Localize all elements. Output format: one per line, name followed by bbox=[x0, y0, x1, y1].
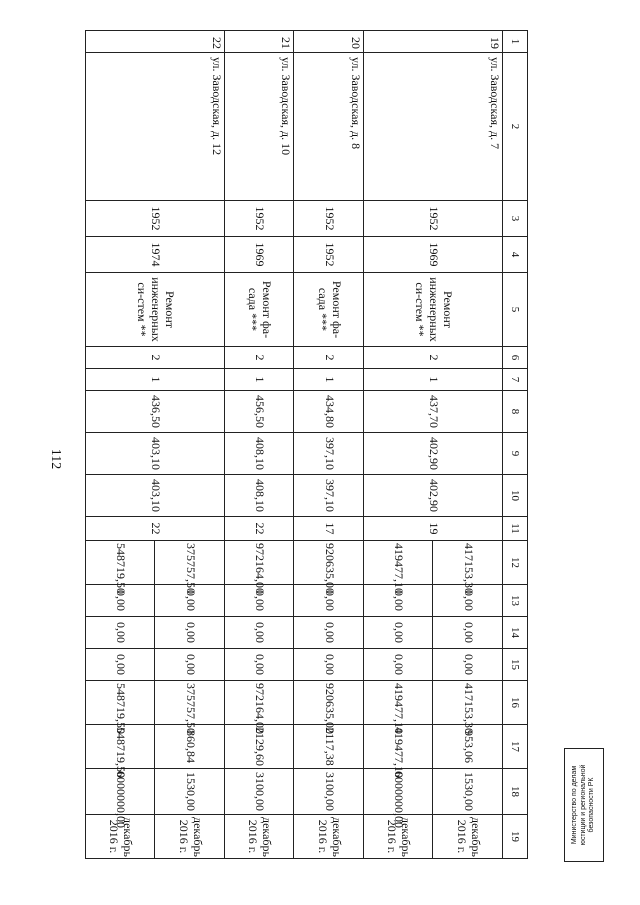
cost-total-cell: 548719,50 bbox=[86, 541, 156, 585]
area-cell: 402,90 bbox=[364, 433, 503, 475]
column-header: 13 bbox=[503, 585, 528, 617]
deadline-cell: декабрь 2016 г. bbox=[225, 815, 295, 859]
column-header: 9 bbox=[503, 433, 528, 475]
cost-cell: 0,00 bbox=[225, 617, 295, 649]
column-header: 15 bbox=[503, 649, 528, 681]
cost-cell: 0,00 bbox=[86, 649, 156, 681]
column-number-row bbox=[503, 31, 528, 859]
work-type-cell: Ремонт фа-сада *** bbox=[294, 273, 364, 347]
cost-cell: 0,00 bbox=[433, 649, 503, 681]
column-header: 14 bbox=[503, 617, 528, 649]
column-header: 8 bbox=[503, 391, 528, 433]
repair-schedule-table bbox=[85, 30, 528, 859]
unit-cost-cell: 2117,38 bbox=[294, 725, 364, 769]
max-cost-cell: 3100,00 bbox=[225, 769, 295, 815]
unit-cost-cell: 2129,60 bbox=[225, 725, 295, 769]
stamp-line: безопасности РК bbox=[588, 777, 596, 833]
row-number: 22 bbox=[86, 31, 225, 53]
unit-cost-cell: 860,84 bbox=[155, 725, 225, 769]
total-area-cell: 434,80 bbox=[294, 391, 364, 433]
cost-cell: 0,00 bbox=[364, 585, 434, 617]
cost-cell: 0,00 bbox=[364, 617, 434, 649]
deadline-cell: декабрь 2016 г. bbox=[86, 815, 156, 859]
work-type-cell: Ремонт инженерных си-стем ** bbox=[364, 273, 503, 347]
residents-cell: 19 bbox=[364, 517, 503, 541]
cost-total-cell: 972164,00 bbox=[225, 541, 295, 585]
floors-cell: 2 bbox=[86, 347, 225, 369]
cost-cell: 0,00 bbox=[155, 585, 225, 617]
cost-cell: 0,00 bbox=[86, 585, 156, 617]
column-header: 16 bbox=[503, 681, 528, 725]
unit-cost-cell: 953,06 bbox=[433, 725, 503, 769]
cost-cell: 0,00 bbox=[294, 585, 364, 617]
stamp-line: юстиции и региональной bbox=[579, 764, 587, 846]
deadline-cell: декабрь 2016 г. bbox=[294, 815, 364, 859]
address-cell: ул. Заводская, д. 7 bbox=[364, 53, 503, 201]
max-cost-cell: 6000000,00 bbox=[364, 769, 434, 815]
floors-cell: 2 bbox=[364, 347, 503, 369]
address-cell: ул. Заводская, д. 12 bbox=[86, 53, 225, 201]
cost-cell: 0,00 bbox=[225, 649, 295, 681]
residents-cell: 17 bbox=[294, 517, 364, 541]
table-row bbox=[433, 31, 503, 859]
cost-fund-cell: 419477,10 bbox=[364, 681, 434, 725]
column-header: 12 bbox=[503, 541, 528, 585]
cost-total-cell: 375757,50 bbox=[155, 541, 225, 585]
entrances-cell: 1 bbox=[86, 369, 225, 391]
entrances-cell: 1 bbox=[364, 369, 503, 391]
column-header: 5 bbox=[503, 273, 528, 347]
max-cost-cell: 3100,00 bbox=[294, 769, 364, 815]
column-header: 18 bbox=[503, 769, 528, 815]
cost-total-cell: 417153,30 bbox=[433, 541, 503, 585]
column-header: 17 bbox=[503, 725, 528, 769]
cost-cell: 0,00 bbox=[294, 617, 364, 649]
rotated-table-container bbox=[85, 30, 528, 857]
living-area-cell: 403,10 bbox=[86, 475, 225, 517]
residents-cell: 22 bbox=[86, 517, 225, 541]
living-area-cell: 397,10 bbox=[294, 475, 364, 517]
table-row bbox=[225, 31, 295, 859]
stamp-line: Министерство по делам bbox=[571, 765, 579, 845]
total-area-cell: 456,50 bbox=[225, 391, 295, 433]
column-header: 19 bbox=[503, 815, 528, 859]
column-header: 2 bbox=[503, 53, 528, 201]
living-area-cell: 402,90 bbox=[364, 475, 503, 517]
max-cost-cell: 1530,00 bbox=[433, 769, 503, 815]
cost-cell: 0,00 bbox=[155, 617, 225, 649]
unit-cost-cell: 419477,10 bbox=[364, 725, 434, 769]
row-number: 21 bbox=[225, 31, 295, 53]
table-row bbox=[155, 31, 225, 859]
cost-cell: 0,00 bbox=[155, 649, 225, 681]
cost-total-cell: 419477,10 bbox=[364, 541, 434, 585]
cost-cell: 0,00 bbox=[433, 585, 503, 617]
cost-fund-cell: 972164,00 bbox=[225, 681, 295, 725]
cost-fund-cell: 417153,30 bbox=[433, 681, 503, 725]
entrances-cell: 1 bbox=[225, 369, 295, 391]
entrances-cell: 1 bbox=[294, 369, 364, 391]
column-header: 3 bbox=[503, 201, 528, 237]
cost-cell: 0,00 bbox=[86, 617, 156, 649]
area-cell: 403,10 bbox=[86, 433, 225, 475]
address-cell: ул. Заводская, д. 8 bbox=[294, 53, 364, 201]
year-built-cell: 1952 bbox=[364, 201, 503, 237]
cost-fund-cell: 920635,00 bbox=[294, 681, 364, 725]
unit-cost-cell: 548719,50 bbox=[86, 725, 156, 769]
living-area-cell: 408,10 bbox=[225, 475, 295, 517]
work-type-cell: Ремонт фа-сада *** bbox=[225, 273, 295, 347]
cost-fund-cell: 375757,50 bbox=[155, 681, 225, 725]
year-built-cell: 1952 bbox=[86, 201, 225, 237]
year-renovation-cell: 1969 bbox=[364, 237, 503, 273]
floors-cell: 2 bbox=[225, 347, 295, 369]
max-cost-cell: 1530,00 bbox=[155, 769, 225, 815]
deadline-cell: декабрь 2016 г. bbox=[155, 815, 225, 859]
column-header: 1 bbox=[503, 31, 528, 53]
table-row bbox=[294, 31, 364, 859]
area-cell: 408,10 bbox=[225, 433, 295, 475]
year-renovation-cell: 1969 bbox=[225, 237, 295, 273]
deadline-cell: декабрь 2016 г. bbox=[433, 815, 503, 859]
year-renovation-cell: 1952 bbox=[294, 237, 364, 273]
total-area-cell: 436,50 bbox=[86, 391, 225, 433]
row-number: 19 bbox=[364, 31, 503, 53]
address-cell: ул. Заводская, д. 10 bbox=[225, 53, 295, 201]
cost-cell: 0,00 bbox=[294, 649, 364, 681]
page-number: 112 bbox=[48, 448, 63, 470]
year-built-cell: 1952 bbox=[294, 201, 364, 237]
column-header: 7 bbox=[503, 369, 528, 391]
registration-stamp bbox=[564, 748, 604, 862]
row-number: 20 bbox=[294, 31, 364, 53]
column-header: 11 bbox=[503, 517, 528, 541]
residents-cell: 22 bbox=[225, 517, 295, 541]
cost-total-cell: 920635,00 bbox=[294, 541, 364, 585]
cost-cell: 0,00 bbox=[433, 617, 503, 649]
floors-cell: 2 bbox=[294, 347, 364, 369]
max-cost-cell: 6000000,00 bbox=[86, 769, 156, 815]
deadline-cell: декабрь 2016 г. bbox=[364, 815, 434, 859]
total-area-cell: 437,70 bbox=[364, 391, 503, 433]
column-header: 10 bbox=[503, 475, 528, 517]
cost-cell: 0,00 bbox=[364, 649, 434, 681]
year-built-cell: 1952 bbox=[225, 201, 295, 237]
cost-fund-cell: 548719,50 bbox=[86, 681, 156, 725]
column-header: 4 bbox=[503, 237, 528, 273]
column-header: 6 bbox=[503, 347, 528, 369]
work-type-cell: Ремонт инженерных си-стем ** bbox=[86, 273, 225, 347]
area-cell: 397,10 bbox=[294, 433, 364, 475]
year-renovation-cell: 1974 bbox=[86, 237, 225, 273]
cost-cell: 0,00 bbox=[225, 585, 295, 617]
